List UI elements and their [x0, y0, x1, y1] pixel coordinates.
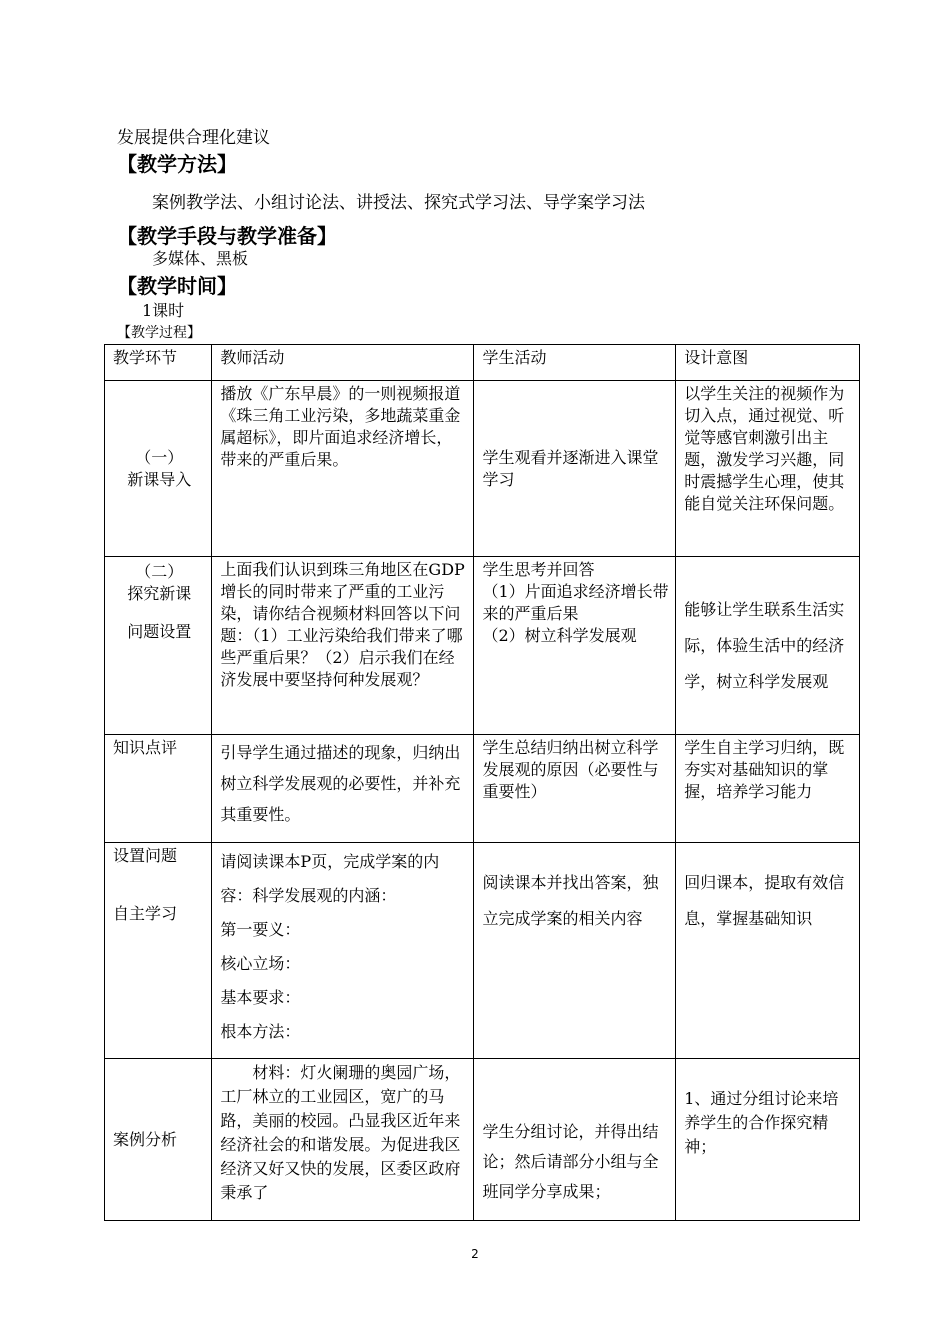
- table-row: [105, 735, 860, 843]
- stage-cell: （一） 新课导入: [105, 381, 212, 557]
- header-intent: 设计意图: [676, 345, 860, 381]
- table-row: [105, 843, 860, 1059]
- stage-cell: 知识点评: [105, 735, 212, 843]
- teaching-tools-heading: 【教学手段与教学准备】: [117, 224, 337, 248]
- header-teacher: 教师活动: [212, 345, 474, 381]
- student-activity-cell: 学生观看并逐渐进入课堂学习: [474, 381, 676, 557]
- teaching-time-text: 1课时: [142, 301, 185, 320]
- design-intent-cell: 回归课本，提取有效信息，掌握基础知识: [676, 843, 860, 1059]
- design-intent-cell: 学生自主学习归纳，既夯实对基础知识的掌握，培养学习能力: [676, 735, 860, 843]
- design-intent-cell: 能够让学生联系生活实际，体验生活中的经济学，树立科学发展观: [676, 557, 860, 735]
- table-row: [105, 381, 860, 557]
- teaching-method-text: 案例教学法、小组讨论法、讲授法、探究式学习法、导学案学习法: [152, 193, 645, 213]
- stage-cell: （二） 探究新课 问题设置: [105, 557, 212, 735]
- student-activity-cell: 学生总结归纳出树立科学发展观的原因（必要性与重要性）: [474, 735, 676, 843]
- header-student: 学生活动: [474, 345, 676, 381]
- teacher-activity-cell: 请阅读课本P页，完成学案的内容：科学发展观的内涵： 第一要义： 核心立场： 基本要求： 根本方法：: [212, 843, 474, 1059]
- teaching-time-heading: 【教学时间】: [117, 274, 237, 298]
- design-intent-cell: 以学生关注的视频作为切入点，通过视觉、听觉等感官刺激引出主题，激发学习兴趣，同时震撼学生心理，使其能自觉关注环保问题。: [676, 381, 860, 557]
- design-intent-cell: 1、通过分组讨论来培养学生的合作探究精神；: [676, 1059, 860, 1221]
- teacher-activity-cell: 材料：灯火阑珊的奥园广场，工厂林立的工业园区，宽广的马路，美丽的校园。凸显我区近年来经济社会的和谐发展。为促进我区经济又好又快的发展，区委区政府秉承了: [212, 1059, 474, 1221]
- teaching-method-heading: 【教学方法】: [117, 152, 237, 176]
- student-activity-cell: 学生思考并回答 （1）片面追求经济增长带来的严重后果 （2）树立科学发展观: [474, 557, 676, 735]
- teacher-activity-cell: 上面我们认识到珠三角地区在GDP增长的同时带来了严重的工业污染，请你结合视频材料回答以下问题：（1）工业污染给我们带来了哪些严重后果？（2）启示我们在经济发展中要坚持何种发展观？: [212, 557, 474, 735]
- teaching-process-label: 【教学过程】: [117, 325, 201, 341]
- header-stage: 教学环节: [105, 345, 212, 381]
- teaching-tools-text: 多媒体、黑板: [152, 249, 249, 268]
- table-header-row: [105, 345, 860, 381]
- teacher-activity-cell: 引导学生通过描述的现象，归纳出树立科学发展观的必要性，并补充其重要性。: [212, 735, 474, 843]
- page-number: 2: [471, 1247, 479, 1261]
- table-row: [105, 1059, 860, 1221]
- intro-text: 发展提供合理化建议: [117, 128, 270, 148]
- teaching-process-table: [104, 344, 860, 1221]
- teacher-activity-cell: 播放《广东早晨》的一则视频报道《珠三角工业污染，多地蔬菜重金属超标》，即片面追求经济增长，带来的严重后果。: [212, 381, 474, 557]
- stage-cell: 设置问题 自主学习: [105, 843, 212, 1059]
- stage-cell: 案例分析: [105, 1059, 212, 1221]
- table-row: [105, 557, 860, 735]
- student-activity-cell: 阅读课本并找出答案，独立完成学案的相关内容: [474, 843, 676, 1059]
- student-activity-cell: 学生分组讨论，并得出结论；然后请部分小组与全班同学分享成果；: [474, 1059, 676, 1221]
